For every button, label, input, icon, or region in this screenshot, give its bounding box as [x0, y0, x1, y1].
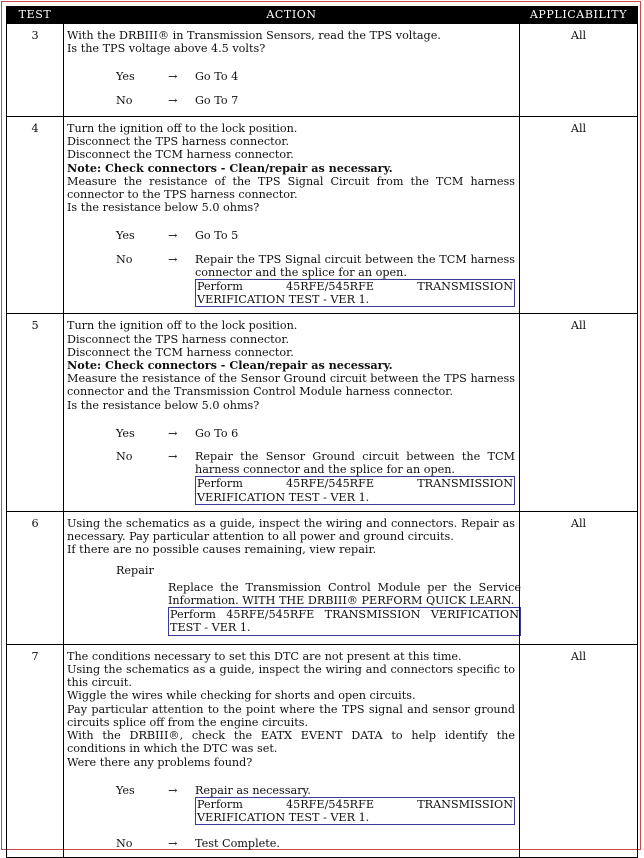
step-text: Using the schematics as a guide, inspect the wiring and connectors specific to this circuit.	[67, 663, 515, 690]
arrow-icon: →	[168, 783, 178, 797]
goto-link[interactable]: Go To 6	[195, 426, 239, 440]
step-text: Disconnect the TCM harness connector.	[67, 148, 294, 162]
note-text: Note: Check connectors - Clean/repair as necessary.	[67, 160, 393, 175]
test-number: 4	[7, 117, 64, 314]
no-branch	[67, 94, 515, 107]
goto-link[interactable]: Go To 5	[195, 229, 239, 243]
question-text: Were there any problems found?	[67, 755, 253, 769]
arrow-icon: →	[168, 252, 178, 266]
table-row	[7, 314, 638, 511]
yes-label: Yes	[116, 70, 135, 84]
question-text: Is the resistance below 5.0 ohms?	[67, 398, 260, 412]
repair-text: Repair the Sensor Ground circuit between the TCM harness connector and the splice for an open.	[195, 450, 515, 477]
no-label: No	[116, 837, 133, 851]
step-text: Pay particular attention to the point where the TPS signal and sensor ground circuits splice off from the engine circuits.	[67, 702, 515, 729]
test-number: 6	[7, 511, 64, 644]
note-text: Note: Check connectors - Clean/repair as necessary.	[67, 358, 393, 373]
no-label: No	[116, 450, 133, 464]
arrow-icon: →	[168, 450, 178, 464]
yes-branch	[67, 229, 515, 242]
test-number: 3	[7, 24, 64, 117]
step-text: Wiggle the wires while checking for shorts and open circuits.	[67, 689, 416, 703]
table-row	[7, 644, 638, 857]
no-branch	[67, 450, 515, 505]
test-number: 5	[7, 314, 64, 511]
no-branch	[67, 253, 515, 308]
table-row	[7, 117, 638, 314]
goto-link[interactable]: Go To 4	[195, 70, 239, 84]
applicability-value: All	[520, 117, 638, 314]
test-complete-text: Test Complete.	[195, 837, 280, 851]
action-cell	[64, 511, 520, 644]
table-row	[7, 511, 638, 644]
step-text: Measure the resistance of the TPS Signal Circuit from the TCM harness connector to the TPS harness connector.	[67, 174, 515, 202]
step-text: With the DRBIII® in Transmission Sensors, read the TPS voltage.	[67, 29, 441, 42]
table-row	[7, 24, 638, 117]
diagnostic-table	[6, 6, 638, 858]
action-cell	[64, 24, 520, 117]
arrow-icon: →	[168, 70, 178, 84]
step-text: Turn the ignition off to the lock position.	[67, 122, 298, 135]
header-action: ACTION	[64, 7, 520, 24]
repair-label: Repair	[116, 564, 154, 578]
yes-branch	[67, 784, 515, 826]
applicability-value: All	[520, 314, 638, 511]
action-cell	[64, 644, 520, 857]
action-cell	[64, 117, 520, 314]
action-cell	[64, 314, 520, 511]
verification-test-link[interactable]: Perform 45RFE/545RFE TRANSMISSION VERIFICATION TEST - VER 1.	[197, 280, 513, 307]
verification-test-link[interactable]: Perform 45RFE/545RFE TRANSMISSION VERIFICATION TEST - VER 1.	[197, 477, 513, 504]
repair-text: Replace the Transmission Control Module per the Service Information. WITH THE DRBIII® PERFORM QUICK LEARN.	[168, 580, 521, 607]
repair-text: Repair the TPS Signal circuit between the TCM harness connector and the splice for an open.	[195, 252, 515, 279]
question-text: Is the resistance below 5.0 ohms?	[67, 201, 260, 215]
arrow-icon: →	[168, 426, 178, 440]
step-text: Disconnect the TPS harness connector.	[67, 332, 290, 346]
step-text: If there are no possible causes remaining, view repair.	[67, 543, 377, 557]
arrow-icon: →	[168, 229, 178, 243]
test-number: 7	[7, 644, 64, 857]
arrow-icon: →	[168, 837, 178, 851]
yes-label: Yes	[116, 229, 135, 243]
step-text: Disconnect the TPS harness connector.	[67, 135, 290, 149]
repair-section	[168, 581, 521, 636]
step-text: Turn the ignition off to the lock position.	[67, 319, 298, 333]
step-text: Using the schematics as a guide, inspect the wiring and connectors. Repair as necessary. Pay particular attention to all power and ground circuits.	[67, 516, 515, 544]
verification-test-link[interactable]: Perform 45RFE/545RFE TRANSMISSION VERIFICATION TEST - VER 1.	[197, 797, 513, 825]
yes-label: Yes	[116, 783, 135, 797]
verification-test-link[interactable]: Perform 45RFE/545RFE TRANSMISSION VERIFICATION TEST - VER 1.	[170, 608, 519, 635]
no-label: No	[116, 252, 133, 266]
header-applicability: APPLICABILITY	[520, 7, 638, 24]
step-text: Measure the resistance of the Sensor Ground circuit between the TPS harness connector and the Transmission Control Module harness connector.	[67, 372, 515, 399]
repair-text: Repair as necessary.	[195, 783, 311, 797]
yes-branch	[67, 427, 515, 440]
goto-link[interactable]: Go To 7	[195, 93, 239, 107]
no-label: No	[116, 93, 133, 107]
yes-branch	[67, 70, 515, 83]
step-text: The conditions necessary to set this DTC are not present at this time.	[67, 649, 462, 663]
table-header	[7, 7, 638, 24]
applicability-value: All	[520, 644, 638, 857]
yes-label: Yes	[116, 426, 135, 440]
applicability-value: All	[520, 511, 638, 644]
no-branch	[67, 837, 515, 850]
applicability-value: All	[520, 24, 638, 117]
step-text: With the DRBIII®, check the EATX EVENT DATA to help identify the conditions in which the DTC was set.	[67, 729, 515, 756]
header-test: TEST	[7, 7, 64, 24]
question-text: Is the TPS voltage above 4.5 volts?	[67, 42, 266, 56]
arrow-icon: →	[168, 93, 178, 107]
step-text: Disconnect the TCM harness connector.	[67, 345, 294, 359]
